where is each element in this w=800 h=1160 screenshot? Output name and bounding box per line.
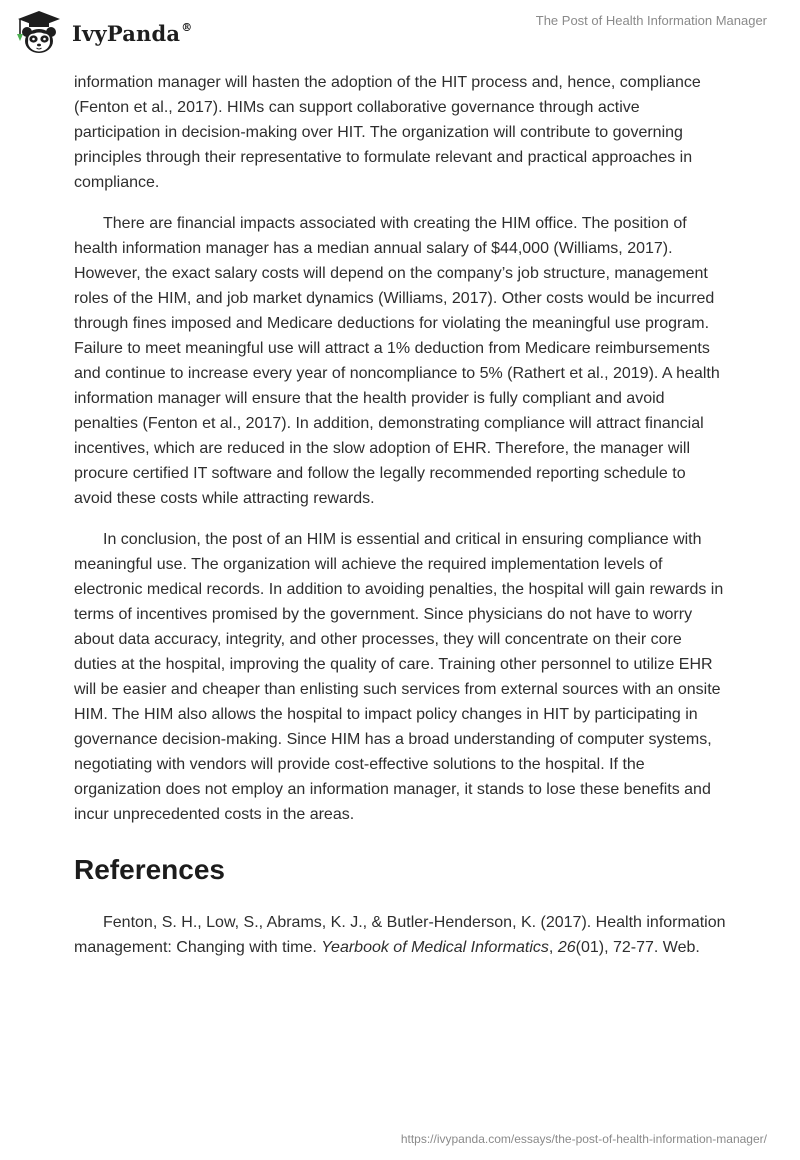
body-paragraph-3: In conclusion, the post of an HIM is essential and critical in ensuring compliance with meaningful use. The organization will achieve the required implementation levels of electronic medical records. In addition to avoiding penalties, the hospital will gain rewards in terms of incentives promised by the government. Since physicians do not have to worry about data accuracy, integrity, and other processes, they will concentrate on their core duties at the hospital, improving the quality of care. Training other personnel to utilize EHR will be easier and cheaper than enlisting such services from external sources with an onsite HIM. The HIM also allows the hospital to impact policy changes in HIT by participating in governance decision-making. Since HIM has a broad understanding of computer systems, negotiating with vendors will provide cost-effective solutions to the hospital. If the organization does not employ an information manager, it stands to lose these benefits and incur unprecedented costs in the areas. <box>74 531 724 823</box>
references-heading: References <box>74 854 225 885</box>
reference-journal: Yearbook of Medical Informatics <box>321 939 549 956</box>
panda-graduate-icon <box>14 8 64 58</box>
reference-entry <box>74 910 728 960</box>
reference-authors: Fenton, S. H., Low, S., Abrams, K. J., & Butler-Henderson, K. (2017). Health information management: Changing with time. <box>74 914 726 956</box>
brand-name: IvyPanda® <box>72 20 193 46</box>
reference-volume: 26 <box>557 939 576 956</box>
source-url[interactable]: https://ivypanda.com/essays/the-post-of-health-information-manager/ <box>400 1132 767 1146</box>
body-paragraph-2: There are financial impacts associated with creating the HIM office. The position of health information manager has a median annual salary of $44,000 (Williams, 2017). However, the exact salary costs will depend on the company’s job structure, management roles of the HIM, and job market dynamics (Williams, 2017). Other costs would be incurred through fines imposed and Medicare deductions for violating the meaningful use program. Failure to meet meaningful use will attract a 1% deduction from Medicare reimbursements and continue to increase every year of noncompliance to 5% (Rathert et al., 2019). A health information manager will ensure that the health provider is fully compliant and avoid penalties (Fenton et al., 2017). In addition, demonstrating compliance will attract financial incentives, which are reduced in the slow adoption of EHR. Therefore, the manager will procure certified IT software and follow the legally recommended reporting schedule to avoid these costs while attracting rewards. <box>74 215 720 507</box>
document-title: The Post of Health Information Manager <box>535 13 767 28</box>
reference-rest: (01), 72-77. Web. <box>575 939 700 956</box>
essay-body <box>74 70 728 960</box>
brand-logo[interactable] <box>14 8 192 58</box>
page-header <box>0 0 800 70</box>
reference-separator: , <box>548 939 558 956</box>
body-paragraph-1: information manager will hasten the adoption of the HIT process and, hence, compliance (Fenton et al., 2017). HIMs can support collaborative governance through active participation in decision-making over HIT. The organization will contribute to governing principles through their representative to formulate relevant and practical approaches in compliance. <box>74 74 701 191</box>
